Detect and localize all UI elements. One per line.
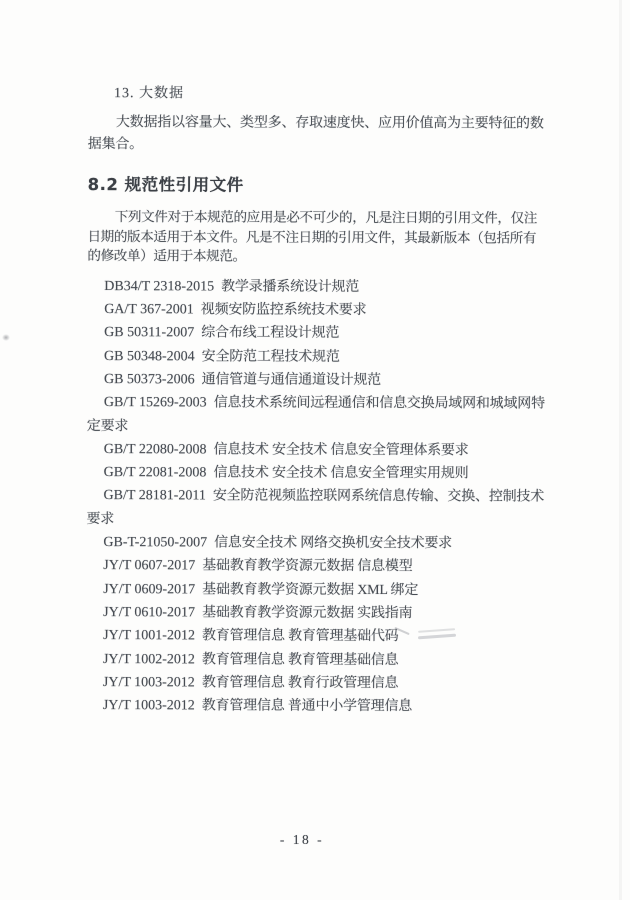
reference-item <box>86 624 546 649</box>
page-number: - 18 - <box>279 832 325 847</box>
reference-code: JY/T 0610-2017 <box>103 604 196 621</box>
reference-code: GB 50311-2007 <box>104 325 195 341</box>
reference-code: JY/T 0607-2017 <box>103 558 196 574</box>
reference-code: GB/T 22081-2008 <box>103 465 207 481</box>
reference-title: 信息技术系统间远程通信和信息交换局域网和城域网特定要求 <box>86 395 545 434</box>
reference-item <box>87 275 547 300</box>
reference-code: DB34/T 2318-2015 <box>104 278 215 295</box>
reference-item <box>86 484 546 532</box>
scan-edge-shade <box>619 0 622 900</box>
reference-title: 教学录播系统设计规范 <box>221 279 360 295</box>
section-13-paragraph: 大数据指以容量大、类型多、存取速度快、应用价值高为主要特征的数据集合。 <box>87 115 544 153</box>
reference-item <box>87 438 547 463</box>
reference-code: GB/T 22080-2008 <box>103 441 207 458</box>
section-13-heading: 13. 大数据 <box>113 86 184 102</box>
document-content <box>86 84 548 719</box>
reference-code: GB 50373-2006 <box>103 372 195 388</box>
normative-references-list <box>86 275 548 719</box>
reference-title: 视频安防监控系统技术要求 <box>200 302 367 319</box>
reference-item <box>86 671 546 696</box>
reference-item <box>87 298 547 323</box>
reference-title: 通信管道与通信通道设计规范 <box>201 372 382 388</box>
reference-title: 综合布线工程设计规范 <box>201 325 340 342</box>
reference-title: 信息安全技术 网络交换机安全技术要求 <box>214 535 453 552</box>
reference-code: GA/T 367-2001 <box>104 302 194 318</box>
reference-code: GB/T 15269-2003 <box>103 395 207 411</box>
reference-item <box>87 391 547 439</box>
reference-item <box>86 601 546 626</box>
reference-title: 信息技术 安全技术 信息安全管理实用规则 <box>213 465 469 482</box>
reference-title: 教育管理信息 普通中小学管理信息 <box>201 698 413 715</box>
reference-item <box>86 578 546 603</box>
reference-item <box>86 531 546 556</box>
reference-code: JY/T 1003-2012 <box>102 674 195 691</box>
reference-item <box>87 368 547 393</box>
reference-title: 教育管理信息 教育管理基础信息 <box>201 651 399 668</box>
reference-title: 基础教育教学资源元数据 实践指南 <box>202 605 413 622</box>
reference-title: 基础教育教学资源元数据 XML 绑定 <box>202 582 419 598</box>
section-8-2-heading: 8.2 规范性引用文件 <box>87 174 244 195</box>
reference-title: 安全防范工程技术规范 <box>201 349 340 365</box>
reference-title: 教育管理信息 教育管理基础代码 <box>201 628 399 645</box>
reference-item <box>86 554 546 579</box>
reference-item <box>86 648 546 673</box>
reference-title: 信息技术 安全技术 信息安全管理体系要求 <box>213 442 469 459</box>
reference-item <box>86 694 546 719</box>
reference-code: GB/T 28181-2011 <box>103 488 206 504</box>
reference-code: GB-T-21050-2007 <box>103 535 208 551</box>
section-8-2-intro-paragraph: 下列文件对于本规范的应用是必不可少的，凡是注日期的引用文件，仅注日期的版本适用于本文件。凡是不注日期的引用文件，其最新版本（包括所有的修改单）适用于本规范。 <box>87 209 537 264</box>
reference-item <box>87 345 547 370</box>
reference-code: JY/T 1002-2012 <box>102 651 195 667</box>
reference-title: 教育管理信息 教育行政管理信息 <box>201 675 399 691</box>
reference-title: 安全防范视频监控联网系统信息传输、交换、控制技术要求 <box>86 488 545 527</box>
page-footer <box>0 831 604 849</box>
reference-item <box>87 321 547 346</box>
reference-code: JY/T 1003-2012 <box>102 698 195 714</box>
reference-title: 基础教育教学资源元数据 信息模型 <box>202 558 413 575</box>
reference-code: JY/T 0609-2017 <box>103 581 196 598</box>
scan-speck-artifact <box>2 334 10 341</box>
reference-code: GB 50348-2004 <box>104 348 195 365</box>
reference-code: JY/T 1001-2012 <box>103 628 196 644</box>
reference-item <box>87 461 547 486</box>
